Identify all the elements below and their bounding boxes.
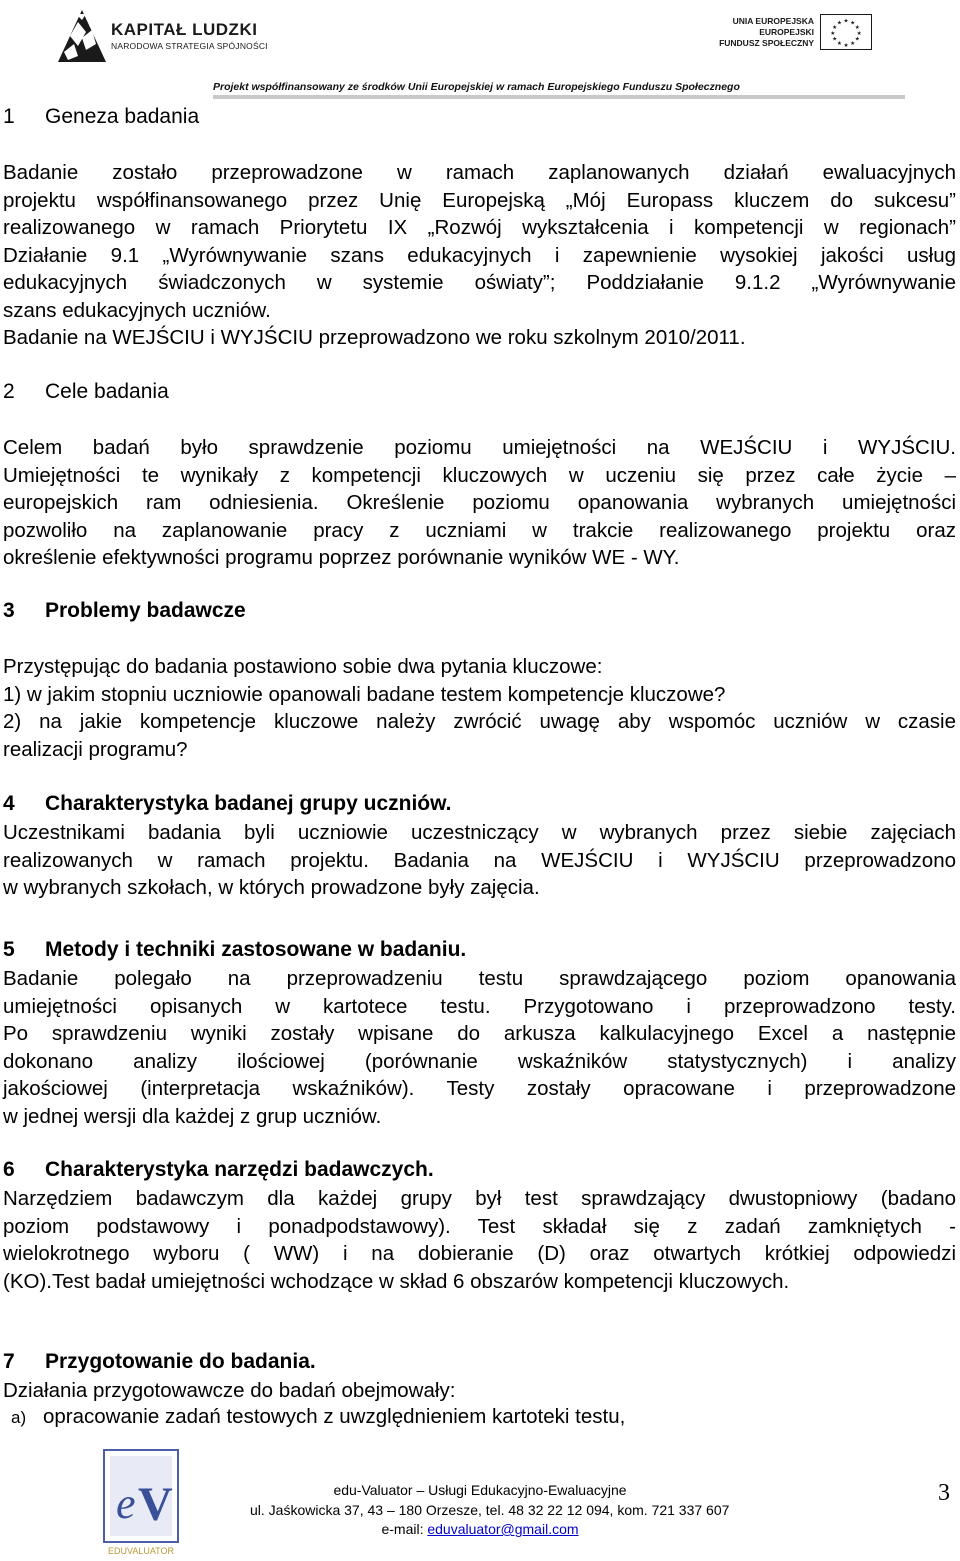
text-line: (KO).Test badał umiejętności wchodzące w skład 6 obszarów kompetencji kluczowych.	[3, 1269, 790, 1293]
page-header	[0, 0, 960, 100]
section-title: Przygotowanie do badania.	[45, 1350, 316, 1373]
text-line: 2) na jakie kompetencje kluczowe należy zwrócić uwagę aby wspomóc uczniów w czasie	[3, 710, 956, 733]
text-line: realizowanego w ramach Priorytetu IX „Rozwój wykształcenia i kompetencji w regionach”	[3, 216, 956, 239]
section-6-paragraph	[3, 1185, 956, 1295]
list-item-label: a)	[11, 1408, 27, 1427]
eu-flag-icon	[820, 14, 872, 50]
footer-address: ul. Jaśkowicka 37, 43 – 180 Orzesze, tel. 48 32 22 12 094, kom. 721 337 607	[250, 1502, 730, 1518]
text-line: Po sprawdzeniu wyniki zostały wpisane do arkusza kalkulacyjnego Excel a następnie	[3, 1022, 956, 1045]
cofinancing-note: Projekt współfinansowany ze środków Unii Europejskiej w ramach Europejskiego Funduszu Społecznego	[213, 81, 740, 93]
logo-text: EDUVALUATOR	[107, 1546, 175, 1556]
svg-text:★: ★	[850, 41, 856, 48]
section-1-paragraph	[3, 159, 956, 352]
section-2-paragraph	[3, 434, 956, 572]
section-title: Problemy badawcze	[45, 599, 246, 622]
text-line: projektu współfinansowanego przez Unię Europejską „Mój Europass kluczem do sukcesu”	[3, 188, 956, 212]
svg-text:★: ★	[832, 36, 838, 43]
text-line: wielokrotnego wyboru ( WW) i na dobieranie (D) oraz otwartych krótkiej odpowiedzi	[3, 1242, 956, 1265]
text-line: europejskich ram odniesienia. Określenie poziomu opanowania wybranych umiejętności	[3, 491, 956, 514]
eu-logo-line3: FUNDUSZ SPOŁECZNY	[719, 38, 814, 48]
svg-text:★: ★	[843, 18, 849, 25]
section-number: 3	[3, 599, 15, 622]
text-line: realizowanych w ramach projektu. Badania na WEJŚCIU i WYJŚCIU przeprowadzono	[3, 848, 956, 872]
section-title: Cele badania	[45, 380, 169, 403]
text-line: Przystępując do badania postawiono sobie dwa pytania kluczowe:	[3, 655, 603, 678]
text-line: szans edukacyjnych uczniów.	[3, 298, 271, 322]
section-number: 7	[3, 1350, 15, 1373]
email-link[interactable]: eduvaluator@gmail.com	[427, 1521, 579, 1537]
section-7-heading	[3, 1350, 316, 1374]
eu-logo	[696, 14, 936, 64]
text-line: edukacyjnych świadczonych w systemie oświaty”; Poddziałanie 9.1.2 „Wyrównywanie	[3, 271, 956, 294]
text-line: dokonano analizy ilościowej (porównanie wskaźników statystycznych) i analizy	[3, 1049, 956, 1073]
section-number: 2	[3, 380, 15, 403]
footer-company: edu-Valuator – Usługi Edukacyjno-Ewaluacyjne	[333, 1482, 627, 1498]
section-7-intro	[3, 1377, 956, 1405]
section-title: Metody i techniki zastosowane w badaniu.	[45, 938, 467, 961]
svg-text:V: V	[138, 1478, 173, 1531]
kapital-ludzki-subtitle: NARODOWA STRATEGIA SPÓJNOŚCI	[111, 41, 268, 51]
text-line: poziom podstawowy i ponadpodstawowy). Test składał się z zadań zamkniętych -	[3, 1214, 956, 1238]
svg-text:★: ★	[854, 25, 860, 32]
section-4-paragraph	[3, 819, 956, 902]
header-divider	[213, 95, 905, 99]
svg-text:★: ★	[854, 36, 860, 43]
section-3-paragraph	[3, 653, 956, 763]
svg-text:★: ★	[850, 20, 856, 27]
section-5-paragraph	[3, 965, 956, 1130]
section-title: Charakterystyka narzędzi badawczych.	[45, 1158, 434, 1181]
text-line: pozwoliło na zaplanowanie pracy z uczniami w trakcie realizowanego projektu oraz	[3, 518, 956, 542]
text-line: Badanie polegało na przeprowadzeniu testu sprawdzającego poziom opanowania	[3, 967, 956, 990]
svg-text:★: ★	[832, 25, 838, 32]
email-label: e-mail:	[381, 1521, 428, 1537]
text-line: Uczestnikami badania byli uczniowie uczestniczący w wybranych przez siebie zajęciach	[3, 821, 956, 844]
section-number: 6	[3, 1158, 15, 1181]
section-3-heading	[3, 599, 246, 623]
kapital-ludzki-title: KAPITAŁ LUDZKI	[111, 20, 258, 39]
text-line: Badanie zostało przeprowadzone w ramach zaplanowanych działań ewaluacyjnych	[3, 161, 956, 184]
list-item-text: opracowanie zadań testowych z uwzględnieniem kartoteki testu,	[43, 1405, 626, 1428]
text-line: w wybranych szkołach, w których prowadzone były zajęcia.	[3, 876, 540, 899]
svg-text:★: ★	[856, 30, 862, 37]
eduvaluator-logo	[102, 1448, 180, 1558]
svg-text:★: ★	[836, 20, 842, 27]
svg-text:e: e	[116, 1479, 136, 1528]
kapital-ludzki-logo	[56, 8, 268, 64]
text-line: Narzędziem badawczym dla każdej grupy był test sprawdzający dwustopniowy (badano	[3, 1187, 956, 1210]
section-title: Charakterystyka badanej grupy uczniów.	[45, 792, 452, 815]
text-line: Działanie 9.1 „Wyrównywanie szans edukacyjnych i zapewnienie wysokiej jakości usług	[3, 243, 956, 267]
text-line: umiejętności opisanych w kartotece testu. Przygotowano i przeprowadzono testy.	[3, 994, 956, 1018]
section-number: 1	[3, 105, 15, 128]
text-line: określenie efektywności programu poprzez porównanie wyników WE - WY.	[3, 546, 680, 569]
section-6-heading	[3, 1158, 434, 1182]
page-number: 3	[938, 1480, 950, 1506]
eu-logo-line1: UNIA EUROPEJSKA	[732, 16, 814, 26]
section-title: Geneza badania	[45, 105, 200, 128]
text-line: Działania przygotowawcze do badań obejmowały:	[3, 1379, 456, 1402]
section-number: 4	[3, 792, 15, 815]
text-line: realizacji programu?	[3, 737, 188, 761]
section-4-heading	[3, 792, 452, 816]
eduvaluator-logo-icon	[102, 1448, 180, 1558]
text-line: jakościowej (interpretacja wskaźników). Testy zostały opracowane i przeprowadzone	[3, 1077, 956, 1100]
section-2-heading	[3, 380, 169, 404]
section-5-heading	[3, 938, 466, 962]
kapital-ludzki-emblem-icon	[56, 8, 108, 64]
svg-text:★: ★	[843, 43, 849, 50]
svg-text:★: ★	[836, 41, 842, 48]
text-line: Badanie na WEJŚCIU i WYJŚCIU przeprowadzono we roku szkolnym 2010/2011.	[3, 326, 746, 349]
text-line: w jednej wersji dla każdej z grup uczniów.	[3, 1104, 382, 1128]
section-number: 5	[3, 938, 15, 961]
text-line: 1) w jakim stopniu uczniowie opanowali badane testem kompetencje kluczowe?	[3, 682, 726, 706]
svg-text:★: ★	[830, 30, 836, 37]
section-1-heading	[3, 105, 199, 129]
list-item	[3, 1405, 625, 1429]
text-line: Celem badań było sprawdzenie poziomu umiejętności na WEJŚCIU i WYJŚCIU.	[3, 436, 956, 459]
footer-email-line	[250, 1521, 710, 1537]
text-line: Umiejętności te wynikały z kompetencji kluczowych w uczeniu się przez całe życie –	[3, 463, 956, 487]
eu-logo-line2: EUROPEJSKI	[759, 27, 814, 37]
